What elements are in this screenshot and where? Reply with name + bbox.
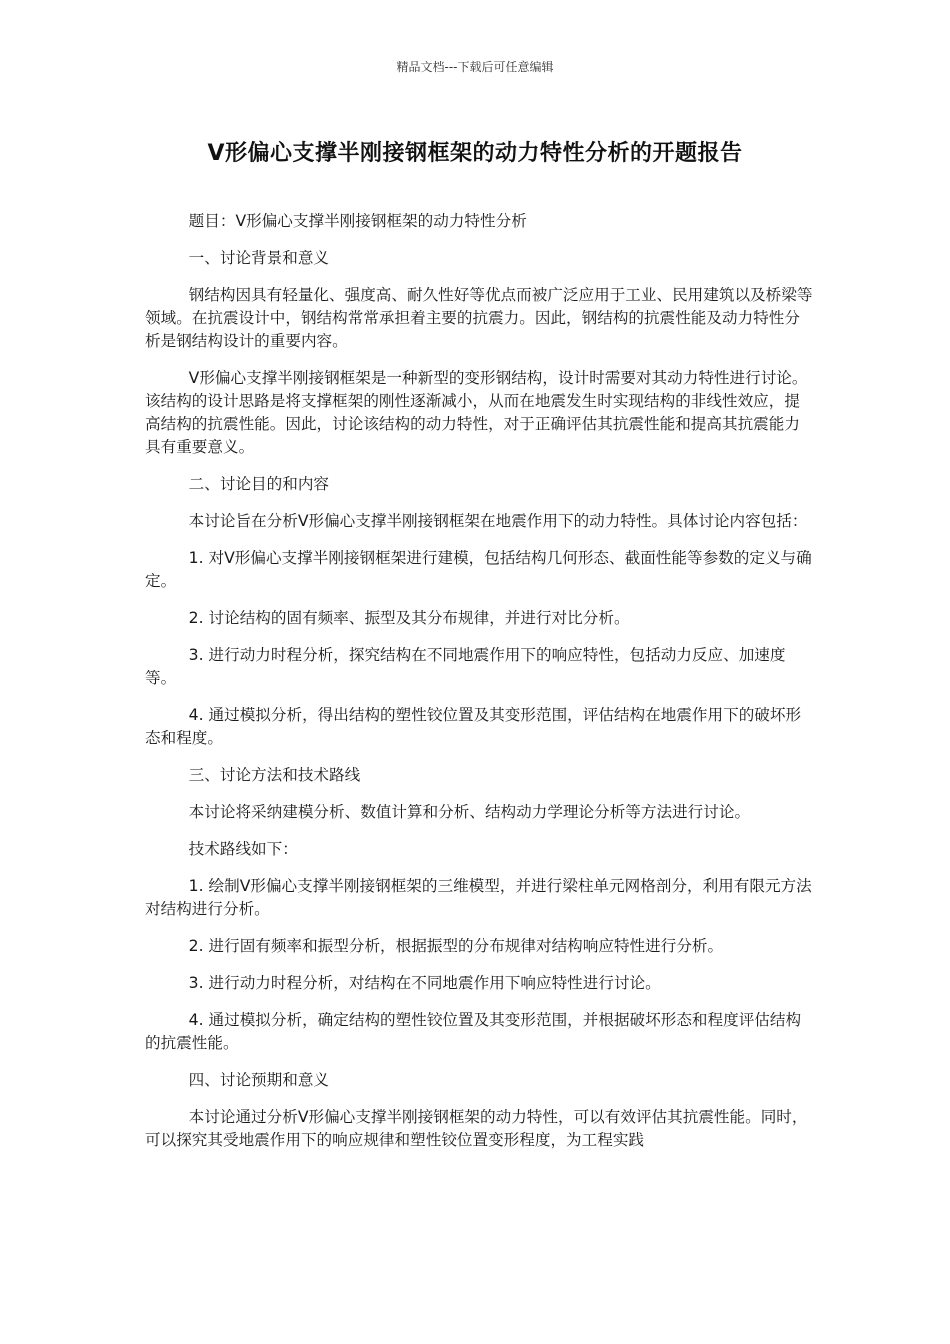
list-item: 1. 对V形偏心支撑半刚接钢框架进行建模，包括结构几何形态、截面性能等参数的定义与确定。 — [145, 549, 812, 590]
paragraph: 本讨论旨在分析V形偏心支撑半刚接钢框架在地震作用下的动力特性。具体讨论内容包括： — [188, 512, 808, 530]
paragraph: 本讨论将采纳建模分析、数值计算和分析、结构动力学理论分析等方法进行讨论。 — [188, 803, 751, 821]
document-title: V形偏心支撑半刚接钢框架的动力特性分析的开题报告 — [207, 141, 743, 166]
list-item: 4. 通过模拟分析，确定结构的塑性铰位置及其变形范围，并根据破坏形态和程度评估结构的抗震性能。 — [145, 1011, 802, 1052]
list-item: 3. 进行动力时程分析，探究结构在不同地震作用下的响应特性，包括动力反应、加速度等。 — [145, 646, 786, 687]
paragraph: 本讨论通过分析V形偏心支撑半刚接钢框架的动力特性，可以有效评估其抗震性能。同时，可以探究其受地震作用下的响应规律和塑性铰位置变形程度，为工程实践 — [145, 1108, 808, 1149]
document-body — [145, 210, 813, 1166]
topic-line: 题目：V形偏心支撑半刚接钢框架的动力特性分析 — [188, 212, 527, 230]
list-item: 2. 进行固有频率和振型分析，根据振型的分布规律对结构响应特性进行分析。 — [188, 937, 724, 955]
list-item: 4. 通过模拟分析，得出结构的塑性铰位置及其变形范围，评估结构在地震作用下的破坏形态和程度。 — [145, 706, 802, 747]
list-item: 3. 进行动力时程分析，对结构在不同地震作用下响应特性进行讨论。 — [188, 974, 661, 992]
list-item: 2. 讨论结构的固有频率、振型及其分布规律，并进行对比分析。 — [188, 609, 630, 627]
section-heading-3: 三、讨论方法和技术路线 — [188, 766, 361, 784]
header-note: 精品文档---下载后可任意编辑 — [396, 60, 554, 74]
paragraph: 技术路线如下： — [188, 840, 298, 858]
list-item: 1. 绘制V形偏心支撑半刚接钢框架的三维模型，并进行梁柱单元网格剖分，利用有限元方法对结构进行分析。 — [145, 877, 812, 918]
section-heading-2: 二、讨论目的和内容 — [188, 475, 330, 493]
section-heading-1: 一、讨论背景和意义 — [188, 249, 330, 267]
paragraph: 钢结构因具有轻量化、强度高、耐久性好等优点而被广泛应用于工业、民用建筑以及桥梁等领域。在抗震设计中，钢结构常常承担着主要的抗震力。因此，钢结构的抗震性能及动力特性分析是钢结构设计的重要内容。 — [145, 286, 813, 350]
section-heading-4: 四、讨论预期和意义 — [188, 1071, 330, 1089]
paragraph: V形偏心支撑半刚接钢框架是一种新型的变形钢结构，设计时需要对其动力特性进行讨论。该结构的设计思路是将支撑框架的刚性逐渐减小，从而在地震发生时实现结构的非线性效应，提高结构的抗震性能。因此，讨论该结构的动力特性，对于正确评估其抗震性能和提高其抗震能力具有重要意义。 — [145, 369, 808, 456]
